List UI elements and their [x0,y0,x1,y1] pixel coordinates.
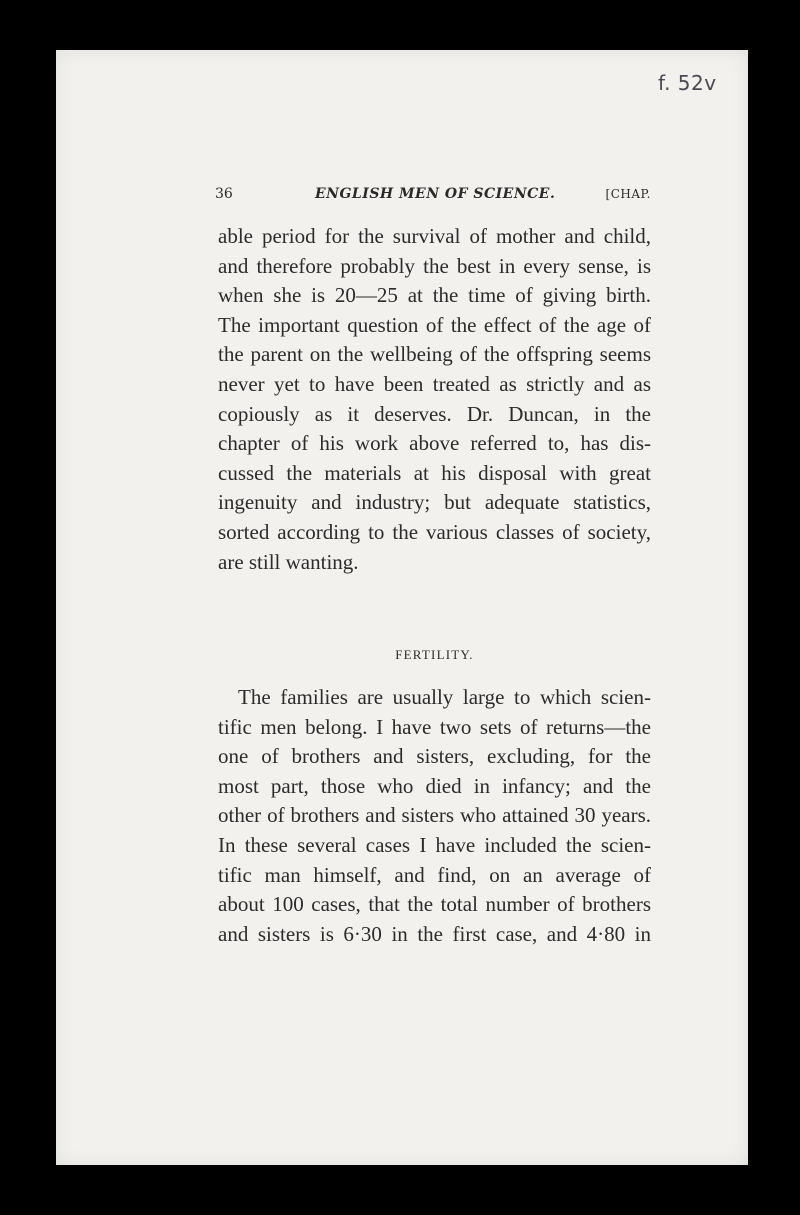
text-line: tific man himself, and find, on an average of [218,862,651,887]
text-line: never yet to have been treated as strictly and as [218,371,651,396]
page-number: 36 [215,186,233,202]
text-line: chapter of his work above referred to, has dis- [218,431,651,456]
text-line: tific men belong. I have two sets of returns—the [218,714,651,739]
paragraph-fertility [218,683,651,949]
text-line: and therefore probably the best in every sense, is [218,253,651,278]
text-line: most part, those who died in infancy; and the [218,773,651,798]
text-line: able period for the survival of mother and child, [218,224,651,248]
text-line: ingenuity and industry; but adequate statistics, [218,490,651,515]
text-line: The families are usually large to which scien- [238,685,651,709]
text-line: the parent on the wellbeing of the offspring seems [218,342,651,367]
text-line: one of brothers and sisters, excluding, for the [218,744,651,769]
running-head [215,186,651,206]
text-line: other of brothers and sisters who attained 30 years. [218,803,651,828]
text-line: about 100 cases, that the total number of brothers [218,892,651,917]
text-line: cussed the materials at his disposal with great [218,460,651,485]
text-line: are still wanting. [218,549,359,574]
text-line: The important question of the effect of the age of [218,312,651,337]
text-line: copiously as it deserves. Dr. Duncan, in the [218,401,651,426]
text-line: In these several cases I have included the scien- [218,832,651,857]
running-title: ENGLISH MEN OF SCIENCE. [315,186,556,202]
text-line: when she is 20—25 at the time of giving birth. [218,283,651,308]
handwritten-folio-note: f. 52v [658,71,717,95]
text-line: sorted according to the various classes of society, [218,519,651,544]
section-heading: FERTILITY. [395,647,474,662]
text-line: and sisters is 6·30 in the first case, and 4·80 in [218,921,651,946]
chapter-marker: [CHAP. [605,187,651,201]
paragraph-continued [218,222,651,577]
book-page [56,50,748,1165]
